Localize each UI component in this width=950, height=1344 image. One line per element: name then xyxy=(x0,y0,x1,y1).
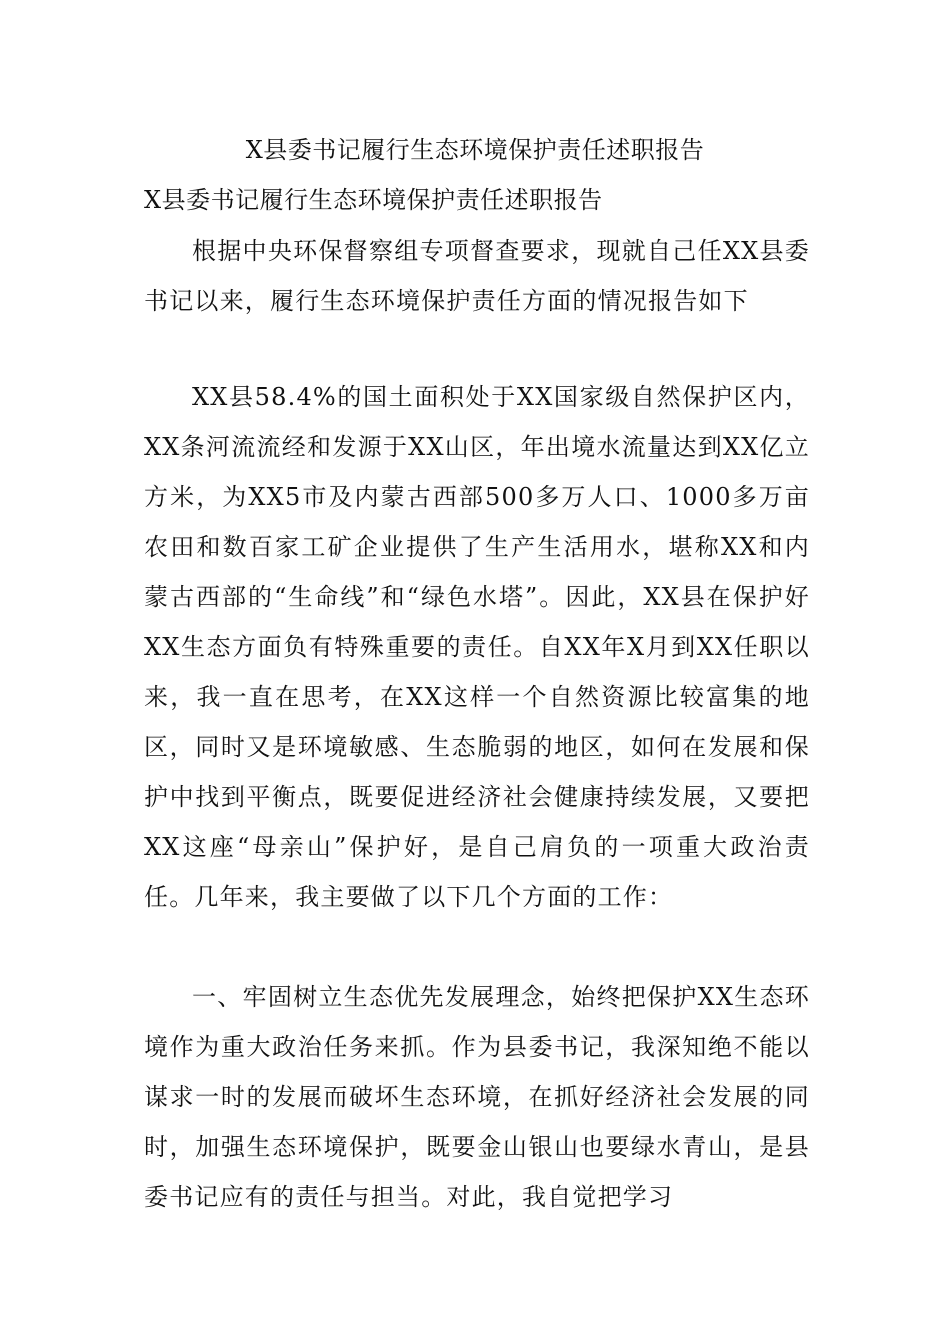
intro-paragraph: 根据中央环保督察组专项督查要求，现就自己任XX县委书记以来，履行生态环境保护责任方面的情况报告如下 xyxy=(144,237,810,315)
document-subtitle: X县委书记履行生态环境保护责任述职报告 xyxy=(144,186,603,214)
body-paragraph-section-one: 一、牢固树立生态优先发展理念，始终把保护XX生态环境作为重大政治任务来抓。作为县委书记，我深知绝不能以谋求一时的发展而破坏生态环境，在抓好经济社会发展的同时，加强生态环境保护，既要金山银山也要绿水青山，是县委书记应有的责任与担当。对此，我自觉把学习 xyxy=(144,983,810,1211)
document-title: X县委书记履行生态环境保护责任述职报告 xyxy=(245,136,705,164)
body-paragraph-background: XX县58.4%的国土面积处于XX国家级自然保护区内，XX条河流流经和发源于XX山区，年出境水流量达到XX亿立方米，为XX5市及内蒙古西部500多万人口、1000多万亩农田和数百家工矿企业提供了生产生活用水，堪称XX和内蒙古西部的“生命线”和“绿色水塔”。因此，XX县在保护好XX生态方面负有特殊重要的责任。自XX年X月到XX任职以来，我一直在思考，在XX这样一个自然资源比较富集的地区，同时又是环境敏感、生态脆弱的地区，如何在发展和保护中找到平衡点，既要促进经济社会健康持续发展，又要把XX这座“母亲山”保护好，是自己肩负的一项重大政治责任。几年来，我主要做了以下几个方面的工作： xyxy=(144,383,810,911)
